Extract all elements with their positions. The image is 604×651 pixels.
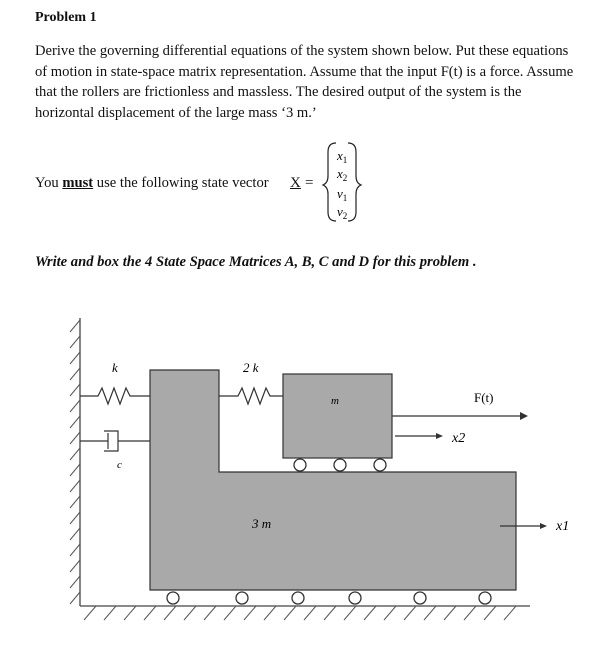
ground bbox=[80, 606, 530, 620]
spring-k bbox=[80, 388, 150, 404]
label-force: F(t) bbox=[474, 390, 494, 405]
problem-description: Derive the governing differential equations of the system shown below. Put these equations of motion in state-space matrix representation. Assume that the input F(t) is a force. Assume that the rollers are frictionless and massless. The desired output of the system is the horizontal displacement of the large mass ‘3 m.’ bbox=[35, 43, 574, 121]
spring-2k bbox=[219, 388, 283, 404]
label-x2 bbox=[451, 431, 465, 446]
must-emphasis: must bbox=[62, 175, 94, 191]
label-x1 bbox=[555, 519, 569, 534]
label-x2-text: x2 bbox=[452, 431, 466, 446]
force-arrowhead bbox=[520, 412, 528, 420]
state-vector-symbol: X bbox=[290, 175, 301, 191]
problem-title: Problem 1 bbox=[35, 10, 97, 25]
large-mass-rollers bbox=[167, 592, 491, 604]
label-3m: 3 m bbox=[252, 516, 272, 531]
label-2k: 2 k bbox=[243, 360, 259, 375]
small-mass bbox=[283, 374, 392, 458]
x1-arrowhead bbox=[540, 523, 547, 529]
label-x1-text: x1 bbox=[556, 519, 570, 534]
damper-c bbox=[80, 431, 150, 451]
vector-entry-v1: $v_1$ bbox=[337, 186, 348, 203]
wall bbox=[70, 318, 80, 606]
instruction-text: Write and box the 4 State Space Matrices A, B, C and D for this problem . bbox=[35, 254, 477, 270]
vector-entry-x2: $x_2$ bbox=[337, 166, 348, 183]
label-c: c bbox=[117, 459, 122, 471]
label-k: k bbox=[112, 360, 118, 375]
vector-entry-v2: $v_2$ bbox=[337, 204, 348, 221]
x2-arrowhead bbox=[436, 433, 443, 439]
state-vector-equals: = bbox=[305, 175, 314, 191]
label-m: m bbox=[331, 395, 339, 407]
vector-entry-x1: $x_1$ bbox=[337, 148, 348, 165]
small-mass-rollers bbox=[294, 459, 386, 471]
state-vector-instruction: You must use the following state vector bbox=[35, 175, 269, 191]
